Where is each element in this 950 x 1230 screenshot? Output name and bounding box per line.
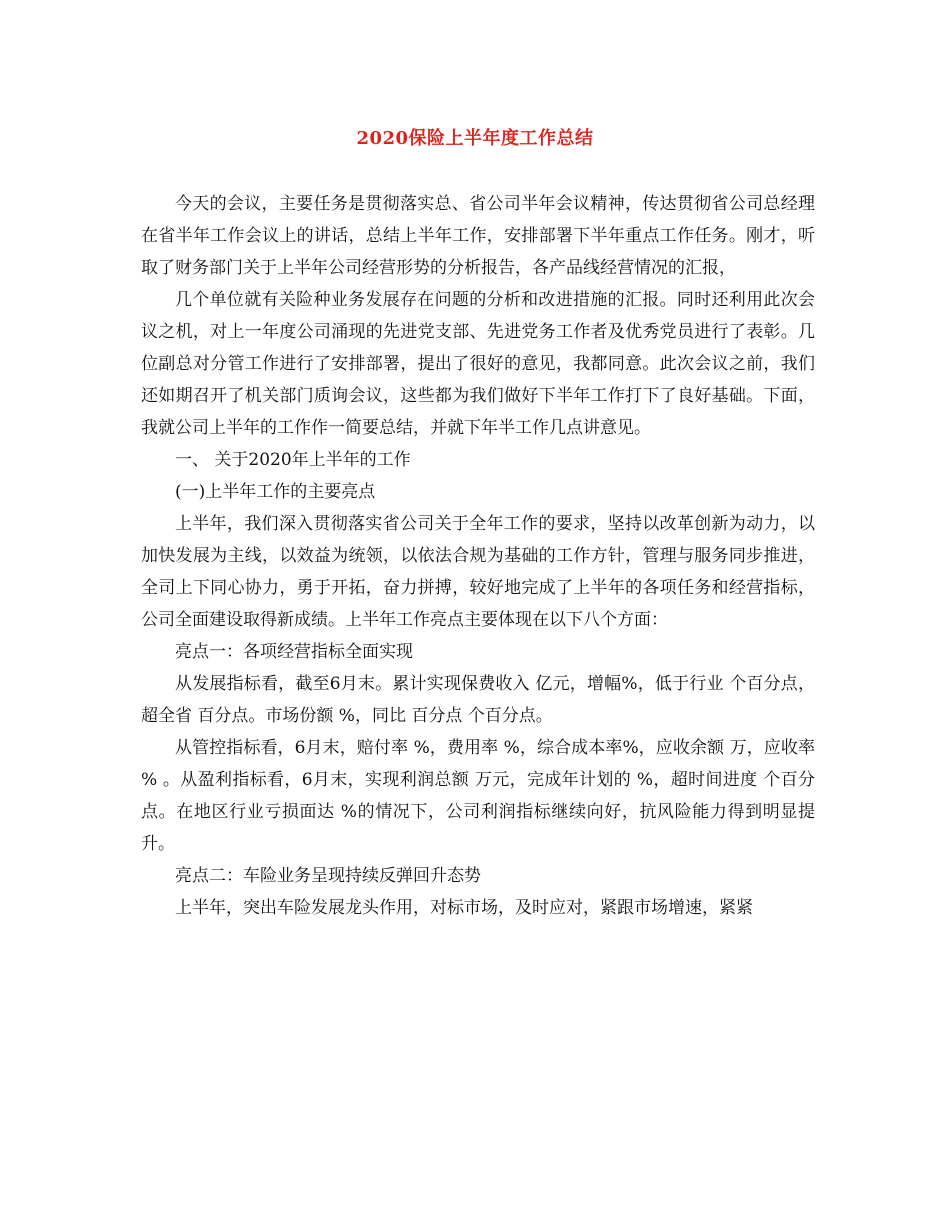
- subsection-heading: (一)上半年工作的主要亮点: [175, 482, 376, 502]
- section-heading: 一、 关于2020年上半年的工作: [175, 450, 411, 470]
- highlight-heading: 亮点一：各项经营指标全面实现: [175, 642, 413, 662]
- highlight-heading: 亮点二：车险业务呈现持续反弹回升态势: [175, 866, 481, 886]
- paragraph: 今天的会议，主要任务是贯彻落实总、省公司半年会议精神，传达贯彻省公司总经理在省半年工作会议上的讲话，总结上半年工作，安排部署下半年重点工作任务。刚才，听取了财务部门关于上半年公司经营形势的分析报告，各产品线经营情况的汇报，: [141, 194, 815, 278]
- paragraph: 上半年，突出车险发展龙头作用，对标市场，及时应对，紧跟市场增速，紧紧: [175, 898, 753, 918]
- document-title: 2020保险上半年度工作总结: [356, 128, 594, 149]
- document-body: [141, 188, 815, 924]
- paragraph: 几个单位就有关险种业务发展存在问题的分析和改进措施的汇报。同时还利用此次会议之机，对上一年度公司涌现的先进党支部、先进党务工作者及优秀党员进行了表彰。几位副总对分管工作进行了安排部署，提出了很好的意见，我都同意。此次会议之前，我们还如期召开了机关部门质询会议，这些都为我们做好下半年工作打下了良好基础。下面，我就公司上半年的工作作一简要总结，并就下年半工作几点讲意见。: [141, 290, 815, 438]
- paragraph: 上半年，我们深入贯彻落实省公司关于全年工作的要求，坚持以改革创新为动力，以加快发展为主线，以效益为统领，以依法合规为基础的工作方针，管理与服务同步推进，全司上下同心协力，勇于开拓，奋力拼搏，较好地完成了上半年的各项任务和经营指标，公司全面建设取得新成绩。上半年工作亮点主要体现在以下八个方面：: [141, 514, 815, 630]
- paragraph: 从管控指标看，6月末，赔付率 %，费用率 %，综合成本率%，应收余额 万，应收率 % 。从盈利指标看，6月末，实现利润总额 万元，完成年计划的 %，超时间进度 个百分点。在地区行业亏损面达 %的情况下，公司利润指标继续向好，抗风险能力得到明显提升。: [141, 738, 815, 854]
- paragraph: 从发展指标看，截至6月末。累计实现保费收入 亿元，增幅%，低于行业 个百分点，超全省 百分点。市场份额 %，同比 百分点 个百分点。: [141, 674, 815, 726]
